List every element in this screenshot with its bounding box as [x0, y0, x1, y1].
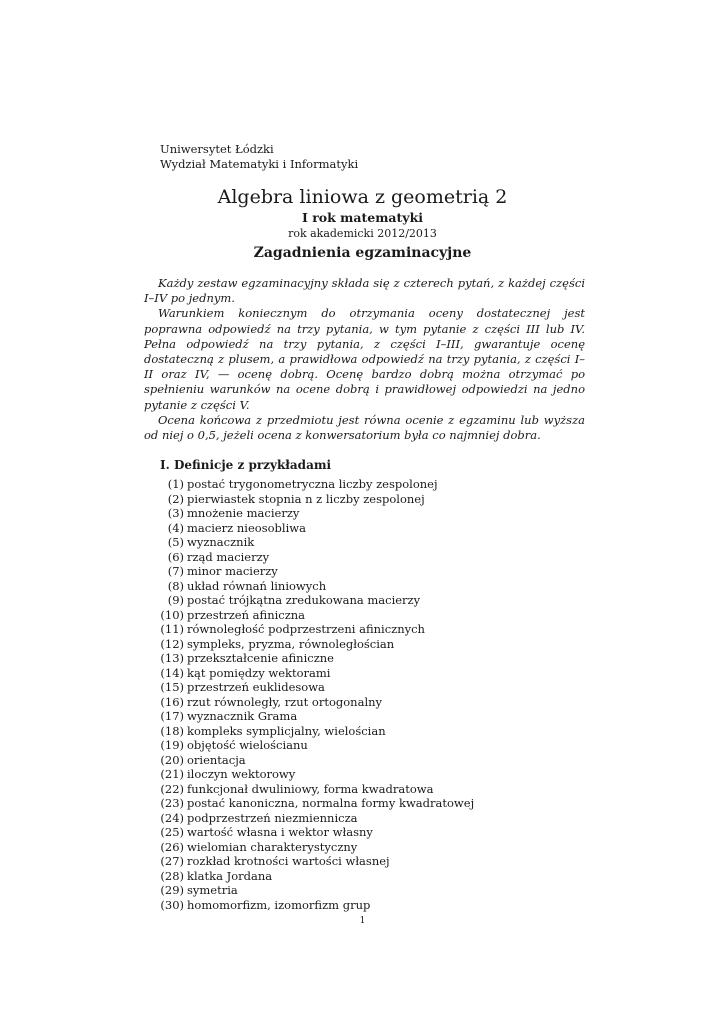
page-number: 1	[359, 916, 366, 926]
list-item	[160, 782, 474, 797]
list-item-text: iloczyn wektorowy	[187, 767, 296, 781]
list-item	[160, 738, 474, 753]
list-item-text: przestrzeń euklidesowa	[187, 680, 325, 694]
list-item	[160, 622, 474, 637]
list-item-text: układ równań liniowych	[187, 578, 327, 593]
list-item-number: (4)	[167, 520, 184, 535]
list-item-number: (27)	[160, 854, 184, 868]
list-item-number: (25)	[160, 825, 184, 839]
list-item	[160, 506, 474, 521]
list-item-number: (2)	[167, 491, 184, 506]
list-item	[160, 637, 474, 652]
list-item	[160, 666, 474, 681]
list-item-text: rozkład krotności wartości własnej	[187, 854, 390, 868]
list-item	[160, 709, 474, 724]
list-item-number: (15)	[160, 680, 184, 694]
list-item-number: (12)	[160, 636, 184, 651]
list-item-number: (20)	[160, 752, 184, 767]
list-item-text: przekształcenie afiniczne	[187, 651, 334, 665]
list-item-text: symetria	[187, 883, 238, 897]
list-item-number: (10)	[160, 607, 184, 622]
list-item-number: (24)	[160, 810, 184, 825]
list-item-text: funkcjonał dwuliniowy, forma kwadratowa	[187, 781, 434, 796]
faculty-name: Wydział Matematyki i Informatyki	[160, 157, 359, 171]
list-item-text: równoległość podprzestrzeni afinicznych	[187, 622, 425, 636]
part-one-section	[160, 458, 474, 912]
document-title: Algebra liniowa z geometrią 2	[217, 186, 508, 208]
list-item	[160, 535, 474, 550]
intro-paragraph: Ocena końcowa z przedmiotu jest równa ocenie z egzaminu lub wyższa od niej o 0,5, jeżeli ocena z konwersatorium była co najmniej dobra.	[144, 412, 585, 443]
document-subtitle: I rok matematyki	[302, 210, 423, 225]
list-item-text: pierwiastek stopnia n z liczby zespolonej	[187, 491, 425, 506]
list-item	[160, 550, 474, 565]
list-item	[160, 796, 474, 811]
list-item-number: (30)	[160, 897, 184, 912]
list-item-number: (19)	[160, 738, 184, 752]
list-item	[160, 854, 474, 869]
list-item-text: rzut równoległy, rzut ortogonalny	[187, 694, 383, 709]
list-item	[160, 840, 474, 855]
list-item	[160, 883, 474, 898]
topic-list	[160, 477, 474, 912]
list-item-number: (16)	[160, 694, 184, 709]
intro-paragraph: Każdy zestaw egzaminacyjny składa się z czterech pytań, z każdej części I–IV po jednym.	[144, 276, 585, 306]
university-name: Uniwersytet Łódzki	[160, 142, 274, 156]
list-item	[160, 695, 474, 710]
list-item-number: (26)	[160, 839, 184, 854]
list-item-number: (22)	[160, 781, 184, 796]
list-item	[160, 608, 474, 623]
list-item	[160, 492, 474, 507]
list-item	[160, 593, 474, 608]
list-item	[160, 767, 474, 782]
list-item	[160, 825, 474, 840]
list-item-text: sympleks, pryzma, równoległościan	[187, 636, 395, 651]
list-item-text: wyznacznik Grama	[187, 709, 298, 723]
list-item-number: (8)	[167, 578, 184, 593]
list-item-text: orientacja	[187, 752, 246, 767]
list-item	[160, 477, 474, 492]
list-item	[160, 898, 474, 913]
list-item-number: (14)	[160, 665, 184, 680]
list-item-number: (13)	[160, 651, 184, 665]
list-item	[160, 724, 474, 739]
list-item-number: (3)	[167, 506, 184, 520]
list-item-number: (17)	[160, 709, 184, 723]
institution-header	[160, 142, 358, 172]
list-item-number: (1)	[167, 477, 184, 491]
section-title: Zagadnienia egzaminacyjne	[253, 245, 472, 261]
list-item	[160, 521, 474, 536]
list-item-number: (9)	[167, 593, 184, 607]
list-item	[160, 579, 474, 594]
list-item-text: objętość wielościanu	[187, 738, 308, 752]
list-item-text: homomorfizm, izomorfizm grup	[187, 897, 371, 912]
list-item-number: (11)	[160, 622, 184, 636]
list-item-number: (6)	[167, 549, 184, 564]
list-item-text: macierz nieosobliwa	[187, 520, 306, 535]
list-item-text: wyznacznik	[187, 535, 255, 549]
list-item-number: (5)	[167, 535, 184, 549]
list-item-number: (7)	[167, 564, 184, 578]
list-item-text: kompleks symplicjalny, wielościan	[187, 723, 386, 738]
list-item	[160, 753, 474, 768]
list-item-text: mnożenie macierzy	[187, 506, 300, 520]
list-item-text: przestrzeń afiniczna	[187, 607, 306, 622]
list-item-number: (21)	[160, 767, 184, 781]
part-one-heading: I. Definicje z przykładami	[160, 458, 332, 472]
list-item-text: rząd macierzy	[187, 549, 270, 564]
list-item-text: postać kanoniczna, normalna formy kwadratowej	[187, 796, 475, 810]
list-item-number: (23)	[160, 796, 184, 810]
list-item	[160, 680, 474, 695]
list-item-text: wielomian charakterystyczny	[187, 839, 358, 854]
intro-text	[144, 276, 585, 443]
list-item	[160, 869, 474, 884]
list-item-text: podprzestrzeń niezmiennicza	[187, 810, 358, 825]
list-item-text: postać trygonometryczna liczby zespolonej	[187, 477, 438, 491]
list-item-number: (28)	[160, 868, 184, 883]
list-item-text: kąt pomiędzy wektorami	[187, 665, 331, 680]
list-item	[160, 651, 474, 666]
list-item-text: minor macierzy	[187, 564, 278, 578]
list-item	[160, 811, 474, 826]
list-item-text: wartość własna i wektor własny	[187, 825, 373, 839]
list-item-number: (29)	[160, 883, 184, 897]
intro-paragraph: Warunkiem koniecznym do otrzymania oceny dostatecznej jest poprawna odpowiedź na trzy pytania, w tym pytanie z części III lub IV. Pełna odpowiedź na trzy pytania, z części I–III, gwarantuje ocenę dostateczną z plusem, a prawidłowa odpowiedź na trzy pytania, z części I–II oraz IV, — ocenę dobrą. Ocenę bardzo dobrą można otrzymać po spełnieniu warunków na ocene dobrą i prawidłowej odpowiedzi na jedno pytanie z części V.	[144, 306, 585, 412]
list-item	[160, 564, 474, 579]
academic-year: rok akademicki 2012/2013	[288, 227, 437, 240]
list-item-text: postać trójkątna zredukowana macierzy	[187, 593, 421, 607]
list-item-text: klatka Jordana	[187, 868, 273, 883]
list-item-number: (18)	[160, 723, 184, 738]
